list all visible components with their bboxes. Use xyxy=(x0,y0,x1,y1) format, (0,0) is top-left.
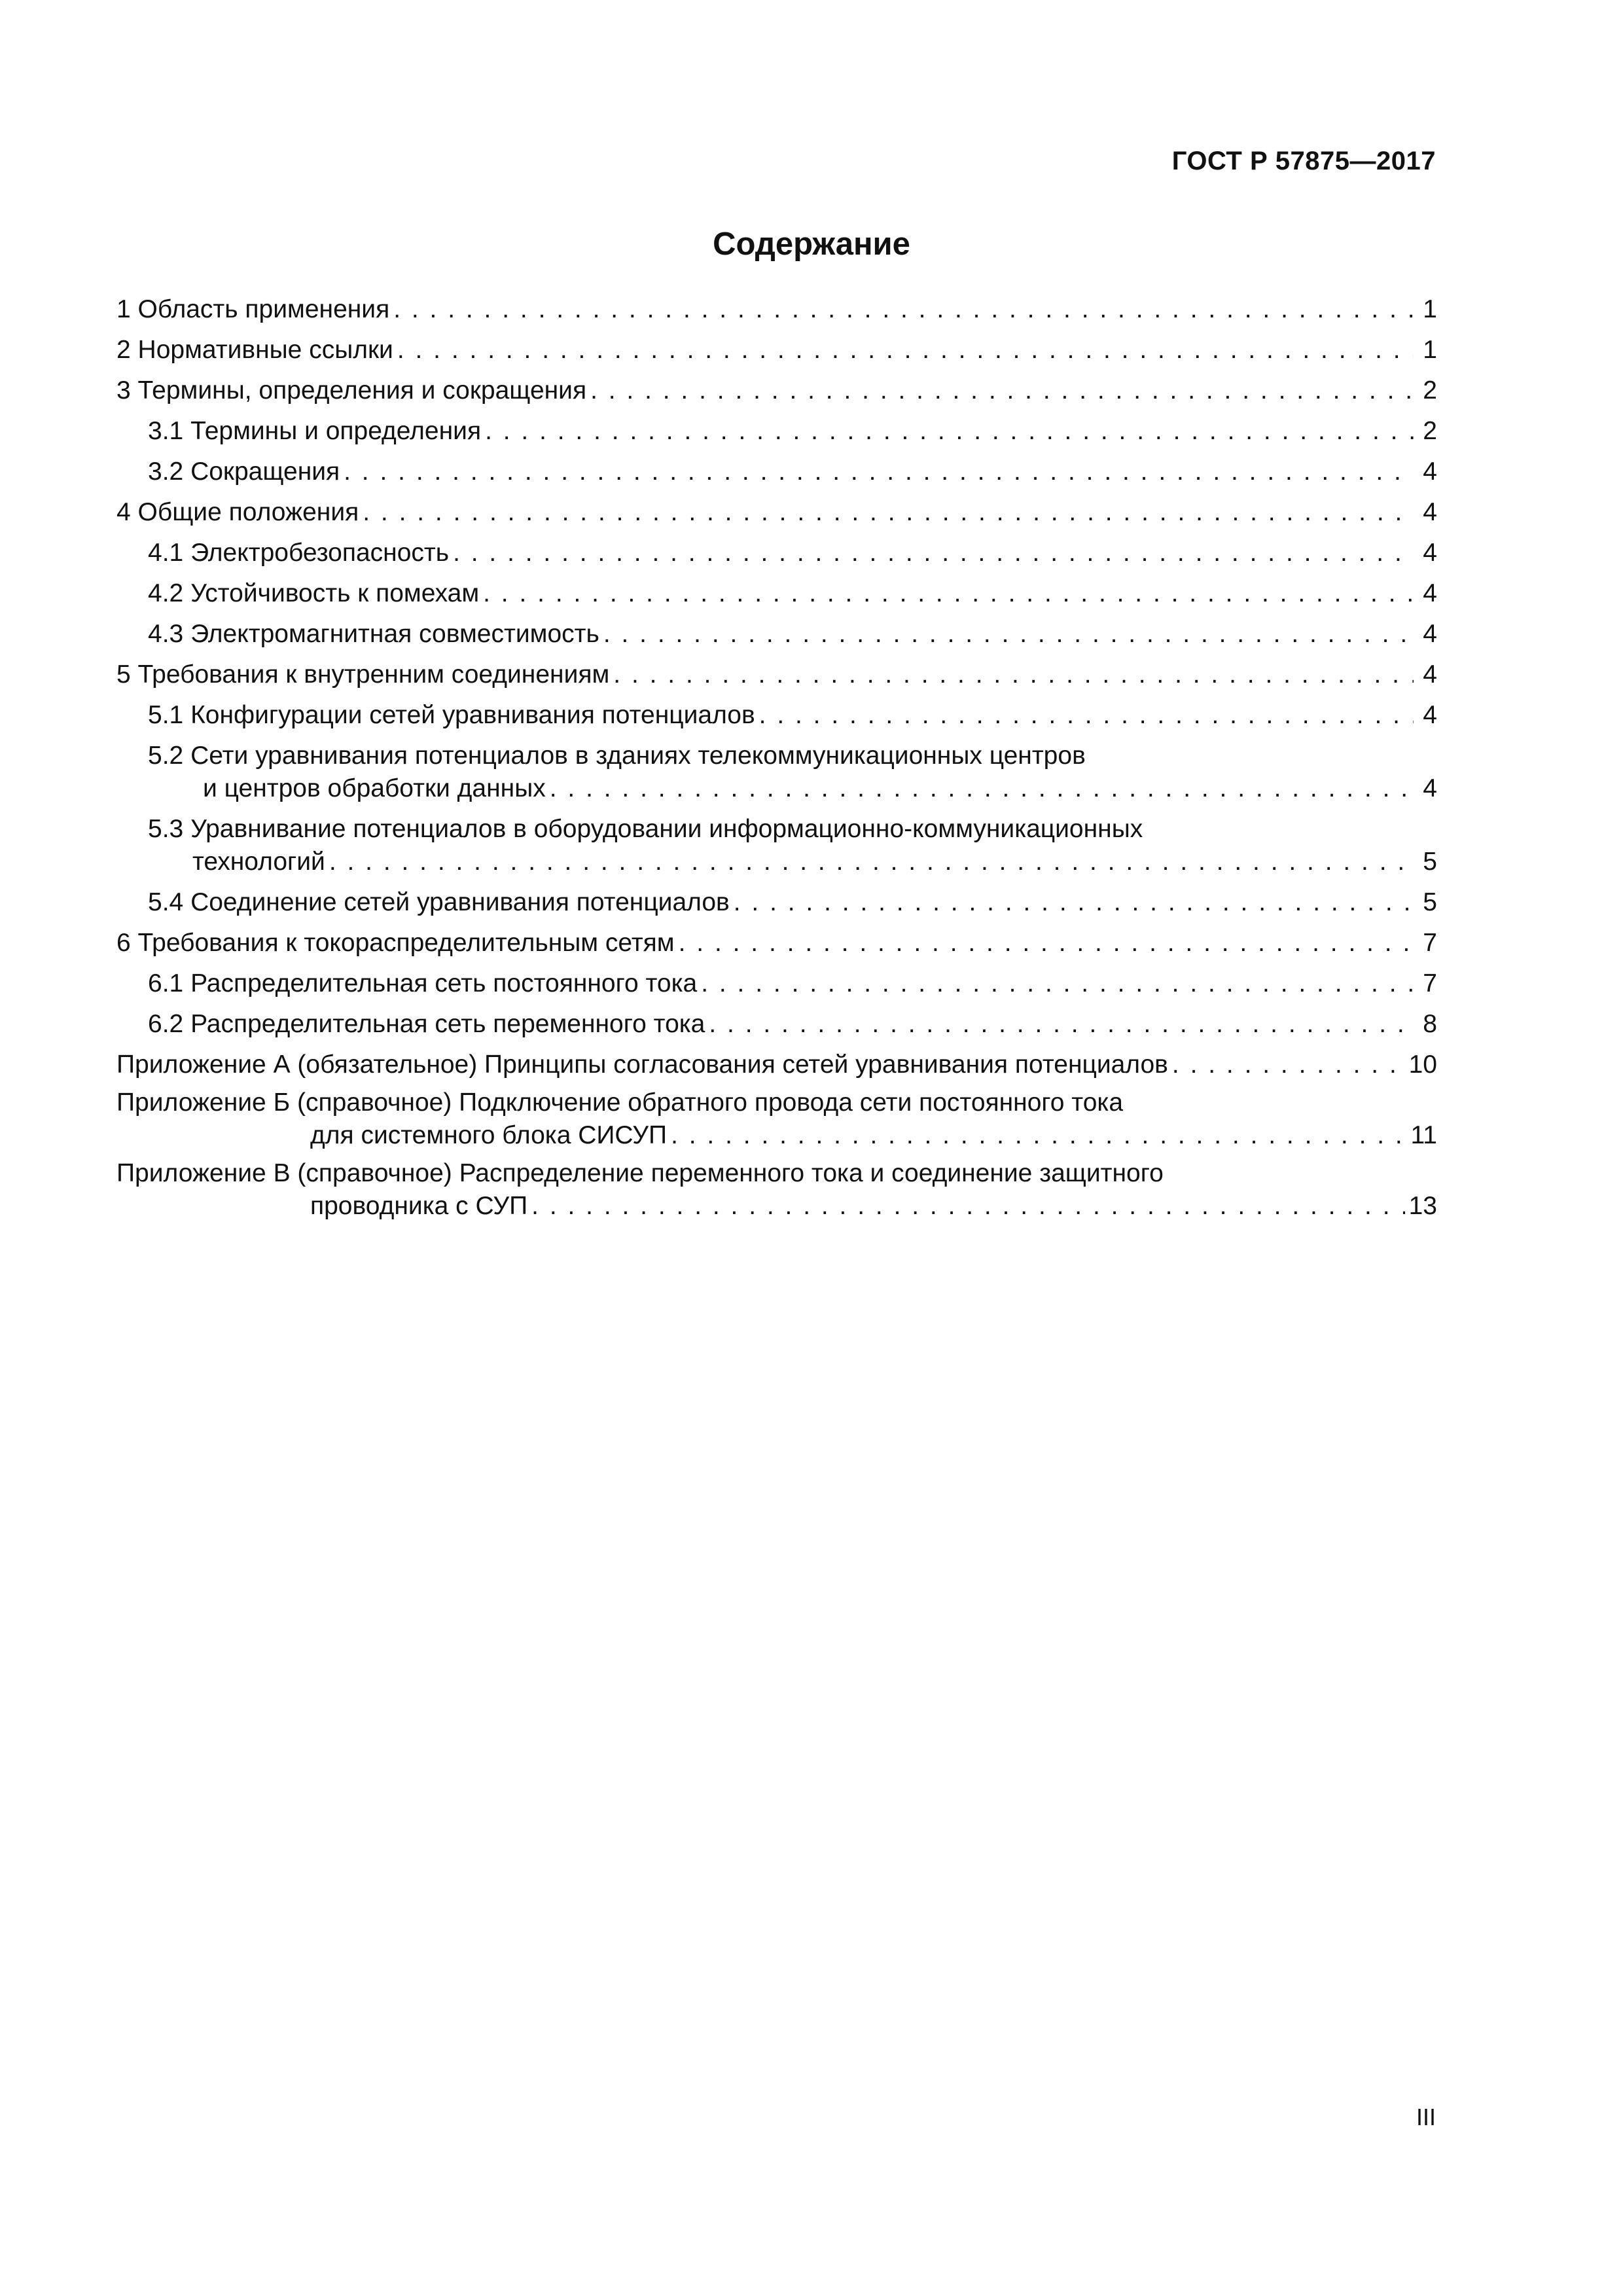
toc-entry-title: Электробезопасность xyxy=(190,539,450,567)
toc-entry-title: Термины и определения xyxy=(190,417,482,445)
toc-entry-number: 3 xyxy=(116,376,131,404)
toc-entry-title: Требования к внутренним соединениям xyxy=(137,660,610,689)
toc-entry-page: 4 xyxy=(1423,774,1437,802)
toc-entry-title: Электромагнитная совместимость xyxy=(190,620,599,648)
dot-leader xyxy=(590,374,1414,407)
dot-leader xyxy=(485,415,1414,448)
toc-entry-page: 4 xyxy=(1423,579,1437,607)
toc-entry-page: 4 xyxy=(1423,701,1437,729)
toc-entry[interactable] xyxy=(116,293,1437,326)
toc-entry-page: 1 xyxy=(1423,295,1437,323)
toc-subentry[interactable] xyxy=(116,967,1437,1000)
toc-entry-number: 4 xyxy=(116,498,131,526)
toc-subentry[interactable] xyxy=(116,886,1437,919)
toc-entry-number: 1 xyxy=(116,295,131,323)
toc-entry-number: 6 xyxy=(116,929,131,957)
toc-entry-page: 4 xyxy=(1423,539,1437,567)
toc-subentry[interactable] xyxy=(116,618,1437,651)
toc-subentry[interactable] xyxy=(116,415,1437,448)
toc-subentry[interactable] xyxy=(116,456,1437,488)
dot-leader xyxy=(329,846,1414,878)
toc-entry-number: 2 xyxy=(116,336,131,364)
dot-leader xyxy=(363,496,1414,529)
toc-subentry[interactable] xyxy=(116,699,1437,732)
toc-entry-title-continuation: и центров обработки данных xyxy=(203,774,546,802)
dot-leader xyxy=(531,1190,1404,1223)
toc-entry[interactable] xyxy=(116,334,1437,367)
toc-entry-title-continuation: технологий xyxy=(192,848,325,876)
dot-leader xyxy=(701,967,1414,1000)
toc-entry-number: 5 xyxy=(116,660,131,689)
toc-entry-page: 5 xyxy=(1423,888,1437,916)
toc-entry-page: 8 xyxy=(1423,1010,1437,1038)
dot-leader xyxy=(613,658,1414,691)
dot-leader xyxy=(679,927,1414,960)
toc-appendix-b[interactable] xyxy=(116,1086,1437,1152)
dot-leader xyxy=(1172,1049,1405,1081)
toc-entry-page: 2 xyxy=(1423,376,1437,404)
toc-entry-number: 4.3 xyxy=(148,620,184,648)
toc-entry-number: 4.2 xyxy=(148,579,184,607)
toc-entry-page: 4 xyxy=(1423,620,1437,648)
toc-entry-number: 4.1 xyxy=(148,539,184,567)
dot-leader xyxy=(709,1008,1414,1041)
toc-entry-number: 6.1 xyxy=(148,969,184,997)
toc-appendix-title: Приложение В (справочное) Распределение переменного тока и соединение защитного xyxy=(116,1159,1164,1187)
dot-leader xyxy=(734,886,1414,919)
toc-appendix-title-continuation: для системного блока СИСУП xyxy=(310,1121,668,1149)
dot-leader xyxy=(550,772,1414,805)
toc-subentry[interactable] xyxy=(116,813,1437,878)
toc-entry-number: 3.2 xyxy=(148,457,184,486)
dot-leader xyxy=(344,456,1414,488)
toc-entry-title: Область применения xyxy=(137,295,390,323)
toc-entry-number: 5.1 xyxy=(148,701,184,729)
document-code: ГОСТ Р 57875—2017 xyxy=(1171,147,1436,175)
toc-entry-title: Устойчивость к помехам xyxy=(190,579,480,607)
dot-leader xyxy=(453,537,1414,569)
toc-entry-title: Конфигурации сетей уравнивания потенциалов xyxy=(190,701,755,729)
toc-entry-title: Распределительная сеть переменного тока xyxy=(190,1010,705,1038)
toc-entry-page: 11 xyxy=(1410,1121,1437,1149)
dot-leader xyxy=(603,618,1414,651)
toc-entry[interactable] xyxy=(116,658,1437,691)
page-number: III xyxy=(1416,2104,1436,2130)
toc-appendix-v[interactable] xyxy=(116,1157,1437,1223)
toc-appendix-title-continuation: проводника с СУП xyxy=(310,1192,528,1220)
toc-subentry[interactable] xyxy=(116,537,1437,569)
toc-entry-page: 1 xyxy=(1423,336,1437,364)
toc-entry-title: Общие положения xyxy=(137,498,359,526)
toc-entry-page: 7 xyxy=(1423,969,1437,997)
toc-entry-title: Уравнивание потенциалов в оборудовании информационно-коммуникационных xyxy=(190,815,1143,843)
toc-title: Содержание xyxy=(713,226,910,262)
toc-entry-title: Сокращения xyxy=(190,457,340,486)
toc-entry-number: 5.2 xyxy=(148,742,184,770)
dot-leader xyxy=(483,577,1414,610)
toc-entry-page: 4 xyxy=(1423,457,1437,486)
dot-leader xyxy=(671,1119,1406,1152)
toc-entry-page: 4 xyxy=(1423,498,1437,526)
table-of-contents xyxy=(116,293,1437,1228)
toc-entry-title: Требования к токораспределительным сетям xyxy=(137,929,675,957)
toc-entry-title: Соединение сетей уравнивания потенциалов xyxy=(190,888,730,916)
toc-entry[interactable] xyxy=(116,496,1437,529)
toc-subentry[interactable] xyxy=(116,577,1437,610)
toc-entry-page: 4 xyxy=(1423,660,1437,689)
dot-leader xyxy=(397,334,1414,367)
toc-entry-title: Распределительная сеть постоянного тока xyxy=(190,969,698,997)
toc-entry[interactable] xyxy=(116,374,1437,407)
toc-appendix-title: Приложение Б (справочное) Подключение обратного провода сети постоянного тока xyxy=(116,1088,1124,1117)
toc-entry-page: 13 xyxy=(1408,1192,1437,1220)
toc-entry-page: 7 xyxy=(1423,929,1437,957)
toc-subentry[interactable] xyxy=(116,740,1437,805)
dot-leader xyxy=(759,699,1414,732)
toc-entry-page: 5 xyxy=(1423,848,1437,876)
toc-entry-title: Нормативные ссылки xyxy=(137,336,393,364)
toc-entry-number: 3.1 xyxy=(148,417,184,445)
toc-appendix-title: Приложение А (обязательное) Принципы согласования сетей уравнивания потенциалов xyxy=(116,1050,1168,1079)
toc-entry-page: 10 xyxy=(1408,1050,1437,1079)
dot-leader xyxy=(393,293,1414,326)
toc-entry-title: Термины, определения и сокращения xyxy=(137,376,587,404)
toc-entry-page: 2 xyxy=(1423,417,1437,445)
toc-subentry[interactable] xyxy=(116,1008,1437,1041)
toc-appendix-a[interactable] xyxy=(116,1049,1437,1081)
toc-entry-number: 5.4 xyxy=(148,888,184,916)
toc-entry-title: Сети уравнивания потенциалов в зданиях телекоммуникационных центров xyxy=(190,742,1086,770)
toc-entry[interactable] xyxy=(116,927,1437,960)
toc-entry-number: 5.3 xyxy=(148,815,184,843)
toc-entry-number: 6.2 xyxy=(148,1010,184,1038)
